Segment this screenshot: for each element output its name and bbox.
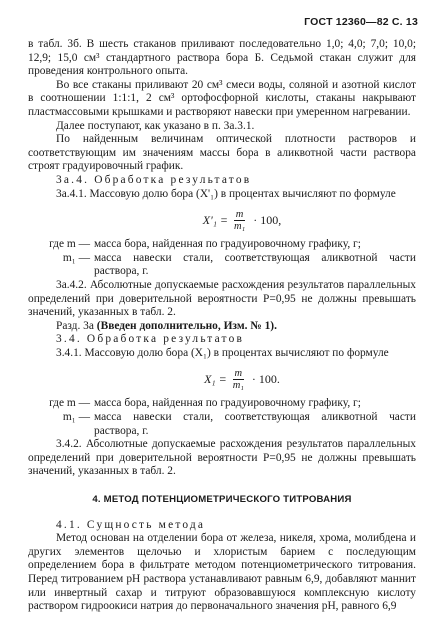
- definition-text: масса навески стали, соответствующая аликвотной части раствора, г.: [94, 411, 416, 437]
- definition-symbol: m₁ —: [62, 411, 90, 424]
- formula-lhs: X'₁ =: [202, 212, 228, 227]
- paragraph: Метод основан на отделении бора от железа, никеля, хрома, молибдена и других элементов щелочью и хлористым барием с последующим определением бора в фильтрате методом потенциометрического титрования. Перед титрованием pH раствора устанавливают равным 6,9, добавляют маннит или инвертный сахар и титруют образовавшуюся комплексную кислоту раствором гидроокиси натрия до первоначального значения pH, равного 6,9: [28, 532, 416, 613]
- fraction-denominator: m₁: [232, 380, 244, 392]
- subsection-heading: 4.1. Сущность метода: [56, 518, 206, 531]
- fraction-numerator: m: [235, 209, 244, 221]
- definition-symbol: m₁ —: [62, 251, 90, 264]
- paragraph: Далее поступают, как указано в п. 3а.3.1.: [56, 119, 255, 132]
- definition-row: [28, 397, 416, 411]
- note-bold: (Введен дополнительно, Изм. № 1).: [96, 319, 277, 332]
- subsection-heading: 3а.4. Обработка результатов: [56, 173, 252, 186]
- symbol-m: m —: [66, 397, 90, 410]
- section-heading: 4. МЕТОД ПОТЕНЦИОМЕТРИЧЕСКОГО ТИТРОВАНИЯ: [92, 494, 352, 506]
- where-word: где: [49, 238, 65, 251]
- definition-row: [28, 411, 416, 438]
- fraction: [231, 368, 246, 391]
- page-header: ГОСТ 12360—82 С. 13: [304, 16, 418, 28]
- fraction-numerator: m: [234, 368, 243, 380]
- paragraph: 3.4.1. Массовую долю бора (X₁) в процентах вычисляют по формуле: [56, 346, 389, 359]
- paragraph: 3.4.2. Абсолютные допускаемые расхождения результатов параллельных определений при доверительной вероятности P=0,95 не должны превышать значений, указанных в табл. 2.: [28, 438, 416, 478]
- definition-text: масса навески стали, соответствующая аликвотной части раствора, г.: [94, 251, 416, 278]
- note-plain: Разд. 3а: [56, 319, 94, 332]
- paragraph: По найденным величинам оптической плотности растворов и соответствующим им значениям массы бора в аликвотной части раствора строят градуировочный график.: [28, 133, 416, 173]
- paragraph: 3а.4.2. Абсолютные допускаемые расхождения результатов параллельных определений при доверительной вероятности P=0,95 не должны превышать значений, указанных в табл. 2.: [28, 278, 416, 319]
- definition-text: масса бора, найденная по градуировочному графику, г;: [94, 238, 361, 251]
- formula-x1-prime: [68, 209, 416, 232]
- symbol-m: m —: [66, 238, 90, 251]
- document-body: [28, 38, 416, 614]
- definition-symbol: [28, 238, 90, 252]
- paragraph: Во все стаканы приливают 20 см³ смеси воды, соляной и азотной кислот в соотношении 1:1:1, 2 см³ ортофосфорной кислоты, стаканы накрывают пластмассовыми крышками и растворяют навески при умеренном нагревании.: [28, 78, 416, 118]
- formula-lhs: X₁ =: [204, 372, 227, 387]
- amendment-note: [28, 320, 416, 334]
- paragraph: 3а.4.1. Массовую долю бора (X'₁) в процентах вычисляют по формуле: [56, 187, 396, 200]
- definition-text: масса бора, найденная по градуировочному графику, г;: [94, 397, 361, 410]
- definition-symbol: [28, 397, 90, 411]
- formula-x1: [68, 368, 416, 391]
- subsection-heading: 3.4. Обработка результатов: [56, 333, 245, 346]
- formula-rest: · 100.: [251, 372, 280, 387]
- fraction-denominator: m₁: [233, 221, 246, 233]
- formula-rest: · 100,: [253, 212, 282, 227]
- fraction: [232, 209, 247, 232]
- where-word: где: [49, 397, 65, 410]
- definition-row: [28, 252, 416, 279]
- definition-row: [28, 238, 416, 252]
- paragraph: в табл. 3б. В шесть стаканов приливают последовательно 1,0; 4,0; 7,0; 10,0; 12,9; 15,0 см³ стандартного раствора бора Б. Седьмой стакан служит для проведения контрольного опыта.: [28, 38, 416, 78]
